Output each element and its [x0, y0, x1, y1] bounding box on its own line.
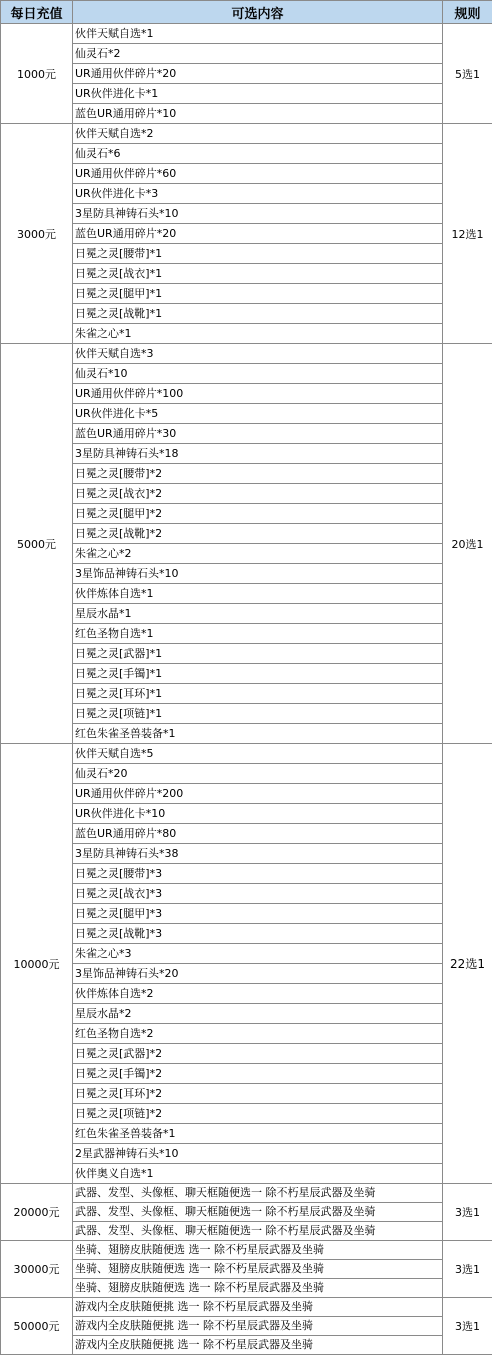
- table-row: [1, 364, 492, 384]
- rule-cell: 3选1: [443, 1298, 492, 1355]
- table-row: [1, 384, 492, 404]
- table-row: [1, 504, 492, 524]
- option-item-cell: 日冕之灵[武器]*2: [73, 1044, 443, 1064]
- option-item-cell: 日冕之灵[战靴]*1: [73, 304, 443, 324]
- table-row: [1, 864, 492, 884]
- table-row: [1, 984, 492, 1004]
- table-row: [1, 884, 492, 904]
- option-item-cell: 蓝色UR通用碎片*30: [73, 424, 443, 444]
- table-row: [1, 184, 492, 204]
- table-row: [1, 104, 492, 124]
- table-body: [1, 24, 492, 1355]
- option-item-cell: 朱雀之心*1: [73, 324, 443, 344]
- table-row: [1, 1241, 492, 1260]
- table-row: [1, 284, 492, 304]
- option-item-cell: 红色朱雀圣兽装备*1: [73, 724, 443, 744]
- option-item-cell: 红色朱雀圣兽装备*1: [73, 1124, 443, 1144]
- rule-cell: 20选1: [443, 344, 492, 744]
- option-item-cell: UR通用伙伴碎片*20: [73, 64, 443, 84]
- table-row: [1, 1317, 492, 1336]
- table-row: [1, 1298, 492, 1317]
- table-row: [1, 164, 492, 184]
- option-item-cell: 红色圣物自选*2: [73, 1024, 443, 1044]
- option-item-cell: 日冕之灵[耳环]*2: [73, 1084, 443, 1104]
- table-row: [1, 264, 492, 284]
- option-item-cell: UR通用伙伴碎片*100: [73, 384, 443, 404]
- table-row: [1, 1064, 492, 1084]
- option-item-cell: 坐骑、翅膀皮肤随便选 选一 除不朽星辰武器及坐骑: [73, 1279, 443, 1298]
- table-row: [1, 1044, 492, 1064]
- table-row: [1, 1336, 492, 1355]
- header-row: [1, 1, 492, 24]
- option-item-cell: UR伙伴进化卡*3: [73, 184, 443, 204]
- option-item-cell: 日冕之灵[腿甲]*1: [73, 284, 443, 304]
- table-row: [1, 484, 492, 504]
- table-row: [1, 124, 492, 144]
- table-row: [1, 44, 492, 64]
- option-item-cell: UR通用伙伴碎片*60: [73, 164, 443, 184]
- table-row: [1, 564, 492, 584]
- table-row: [1, 1222, 492, 1241]
- option-item-cell: 武器、发型、头像框、聊天框随便选一 除不朽星辰武器及坐骑: [73, 1184, 443, 1203]
- option-item-cell: 伙伴天赋自选*2: [73, 124, 443, 144]
- option-item-cell: 伙伴炼体自选*2: [73, 984, 443, 1004]
- option-item-cell: 蓝色UR通用碎片*10: [73, 104, 443, 124]
- option-item-cell: 日冕之灵[腰带]*3: [73, 864, 443, 884]
- rule-cell: 22选1: [443, 744, 492, 1184]
- table-row: [1, 344, 492, 364]
- option-item-cell: 坐骑、翅膀皮肤随便选 选一 除不朽星辰武器及坐骑: [73, 1241, 443, 1260]
- table-row: [1, 684, 492, 704]
- recharge-amount-cell: 10000元: [1, 744, 73, 1184]
- option-item-cell: 伙伴奥义自选*1: [73, 1164, 443, 1184]
- table-row: [1, 1104, 492, 1124]
- option-item-cell: 伙伴天赋自选*3: [73, 344, 443, 364]
- rule-cell: 5选1: [443, 24, 492, 124]
- rule-cell: 3选1: [443, 1184, 492, 1241]
- option-item-cell: 仙灵石*2: [73, 44, 443, 64]
- option-item-cell: 蓝色UR通用碎片*20: [73, 224, 443, 244]
- table-row: [1, 1203, 492, 1222]
- option-item-cell: 3星饰品神铸石头*20: [73, 964, 443, 984]
- option-item-cell: 3星防具神铸石头*10: [73, 204, 443, 224]
- option-item-cell: 仙灵石*20: [73, 764, 443, 784]
- recharge-amount-cell: 20000元: [1, 1184, 73, 1241]
- option-item-cell: 伙伴天赋自选*1: [73, 24, 443, 44]
- option-item-cell: 武器、发型、头像框、聊天框随便选一 除不朽星辰武器及坐骑: [73, 1203, 443, 1222]
- header-rule: 规则: [443, 1, 492, 24]
- option-item-cell: 红色圣物自选*1: [73, 624, 443, 644]
- table-row: [1, 1184, 492, 1203]
- option-item-cell: 日冕之灵[腿甲]*2: [73, 504, 443, 524]
- option-item-cell: 日冕之灵[手镯]*1: [73, 664, 443, 684]
- option-item-cell: UR伙伴进化卡*1: [73, 84, 443, 104]
- table-row: [1, 144, 492, 164]
- option-item-cell: 日冕之灵[战靴]*3: [73, 924, 443, 944]
- table-row: [1, 1084, 492, 1104]
- option-item-cell: 日冕之灵[战衣]*2: [73, 484, 443, 504]
- option-item-cell: 日冕之灵[手镯]*2: [73, 1064, 443, 1084]
- table-row: [1, 784, 492, 804]
- table-row: [1, 64, 492, 84]
- option-item-cell: 2星武器神铸石头*10: [73, 1144, 443, 1164]
- rule-cell: 3选1: [443, 1241, 492, 1298]
- table-row: [1, 444, 492, 464]
- table-row: [1, 224, 492, 244]
- table-row: [1, 24, 492, 44]
- table-row: [1, 764, 492, 784]
- recharge-amount-cell: 5000元: [1, 344, 73, 744]
- table-row: [1, 304, 492, 324]
- option-item-cell: 日冕之灵[项链]*2: [73, 1104, 443, 1124]
- table-row: [1, 404, 492, 424]
- option-item-cell: 游戏内全皮肤随便挑 选一 除不朽星辰武器及坐骑: [73, 1298, 443, 1317]
- option-item-cell: 坐骑、翅膀皮肤随便选 选一 除不朽星辰武器及坐骑: [73, 1260, 443, 1279]
- table-row: [1, 964, 492, 984]
- table-row: [1, 1164, 492, 1184]
- table-row: [1, 604, 492, 624]
- table-row: [1, 544, 492, 564]
- table-row: [1, 804, 492, 824]
- recharge-amount-cell: 50000元: [1, 1298, 73, 1355]
- option-item-cell: 日冕之灵[腰带]*1: [73, 244, 443, 264]
- option-item-cell: 星辰水晶*1: [73, 604, 443, 624]
- table-row: [1, 844, 492, 864]
- table-row: [1, 644, 492, 664]
- table-row: [1, 464, 492, 484]
- option-item-cell: 3星防具神铸石头*18: [73, 444, 443, 464]
- table-row: [1, 584, 492, 604]
- option-item-cell: 日冕之灵[战衣]*1: [73, 264, 443, 284]
- table-row: [1, 524, 492, 544]
- option-item-cell: UR伙伴进化卡*10: [73, 804, 443, 824]
- table-row: [1, 744, 492, 764]
- table-row: [1, 944, 492, 964]
- option-item-cell: 游戏内全皮肤随便挑 选一 除不朽星辰武器及坐骑: [73, 1336, 443, 1355]
- table-row: [1, 84, 492, 104]
- option-item-cell: 日冕之灵[战靴]*2: [73, 524, 443, 544]
- option-item-cell: 星辰水晶*2: [73, 1004, 443, 1024]
- option-item-cell: UR伙伴进化卡*5: [73, 404, 443, 424]
- option-item-cell: 日冕之灵[耳环]*1: [73, 684, 443, 704]
- table-row: [1, 724, 492, 744]
- table-row: [1, 924, 492, 944]
- option-item-cell: 3星防具神铸石头*38: [73, 844, 443, 864]
- table-row: [1, 1124, 492, 1144]
- rule-cell: 12选1: [443, 124, 492, 344]
- option-item-cell: 蓝色UR通用碎片*80: [73, 824, 443, 844]
- header-options: 可选内容: [73, 1, 443, 24]
- recharge-amount-cell: 30000元: [1, 1241, 73, 1298]
- option-item-cell: UR通用伙伴碎片*200: [73, 784, 443, 804]
- table-row: [1, 704, 492, 724]
- table-row: [1, 1260, 492, 1279]
- option-item-cell: 朱雀之心*2: [73, 544, 443, 564]
- table-row: [1, 624, 492, 644]
- option-item-cell: 日冕之灵[战衣]*3: [73, 884, 443, 904]
- option-item-cell: 伙伴天赋自选*5: [73, 744, 443, 764]
- option-item-cell: 仙灵石*10: [73, 364, 443, 384]
- table-row: [1, 664, 492, 684]
- table-row: [1, 904, 492, 924]
- table-row: [1, 824, 492, 844]
- table-row: [1, 324, 492, 344]
- header-daily-recharge: 每日充值: [1, 1, 73, 24]
- recharge-amount-cell: 1000元: [1, 24, 73, 124]
- table-row: [1, 244, 492, 264]
- table-row: [1, 424, 492, 444]
- table-row: [1, 1144, 492, 1164]
- option-item-cell: 日冕之灵[项链]*1: [73, 704, 443, 724]
- option-item-cell: 武器、发型、头像框、聊天框随便选一 除不朽星辰武器及坐骑: [73, 1222, 443, 1241]
- option-item-cell: 3星饰品神铸石头*10: [73, 564, 443, 584]
- table-row: [1, 204, 492, 224]
- option-item-cell: 仙灵石*6: [73, 144, 443, 164]
- table-row: [1, 1004, 492, 1024]
- option-item-cell: 朱雀之心*3: [73, 944, 443, 964]
- recharge-amount-cell: 3000元: [1, 124, 73, 344]
- option-item-cell: 日冕之灵[腰带]*2: [73, 464, 443, 484]
- table-row: [1, 1024, 492, 1044]
- option-item-cell: 日冕之灵[腿甲]*3: [73, 904, 443, 924]
- option-item-cell: 伙伴炼体自选*1: [73, 584, 443, 604]
- table-row: [1, 1279, 492, 1298]
- option-item-cell: 游戏内全皮肤随便挑 选一 除不朽星辰武器及坐骑: [73, 1317, 443, 1336]
- option-item-cell: 日冕之灵[武器]*1: [73, 644, 443, 664]
